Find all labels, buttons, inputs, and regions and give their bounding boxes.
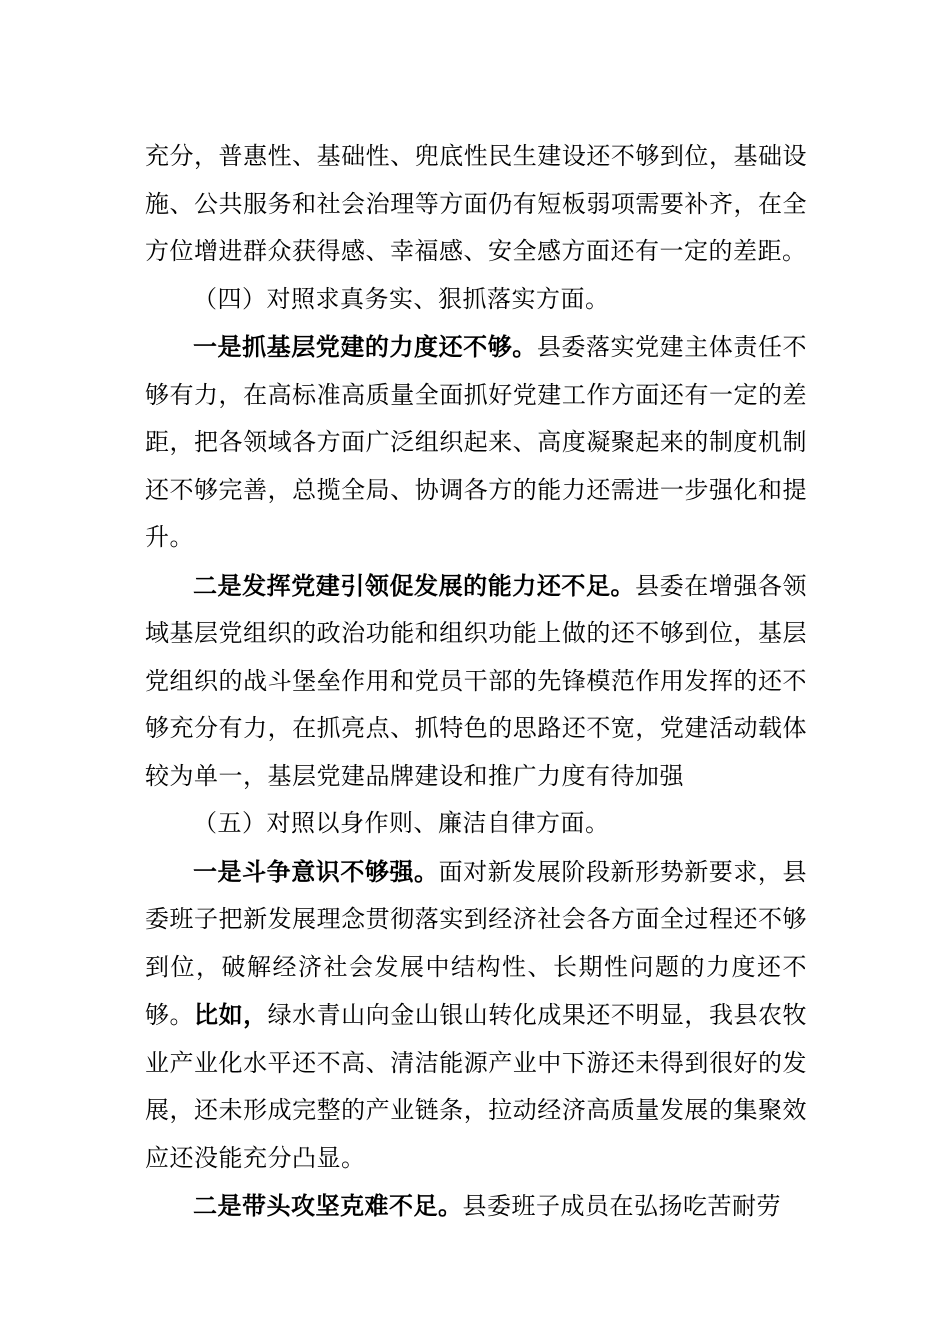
paragraph-lead: 一是抓基层党建的力度还不够。	[193, 332, 537, 361]
paragraph-text-example: 绿水青山向金山银山转化成果还不明显，我县农牧业产业化水平还不高、清洁能源产业中下游还未得到很好的发展，还未形成完整的产业链条，拉动经济高质量发展的集聚效应还没能充分凸显。	[145, 1001, 808, 1172]
example-marker: 比如，	[194, 1000, 268, 1029]
paragraph-livelihood-gap	[145, 133, 807, 276]
paragraph-lead: 二是带头攻坚克难不足。	[193, 1191, 463, 1220]
section-heading-4	[145, 276, 807, 324]
paragraph-lead: 一是斗争意识不够强。	[193, 856, 439, 886]
paragraph-struggle-awareness	[145, 848, 807, 1183]
document-body	[145, 133, 807, 1231]
paragraph-text: 县委落实党建主体责任不够有力，在高标准高质量全面抓好党建工作方面还有一定的差距，把各领域各方面广泛组织起来、高度凝聚起来的制度机制还不够完善，总揽全局、协调各方的能力还需进一步强化和提升。	[145, 333, 807, 551]
paragraph-party-building-strength	[145, 323, 807, 562]
section-heading-text: （四）对照求真务实、狠抓落实方面。	[193, 284, 610, 313]
paragraph-text: 县委班子成员在弘扬吃苦耐劳	[462, 1192, 781, 1220]
paragraph-text: 充分，普惠性、基础性、兜底性民生建设还不够到位，基础设施、公共服务和社会治理等方面仍有短板弱项需要补齐，在全方位增进群众获得感、幸福感、安全感方面还有一定的差距。	[145, 142, 807, 265]
section-heading-text: （五）对照以身作则、廉洁自律方面。	[193, 809, 610, 837]
section-heading-5	[145, 800, 807, 848]
paragraph-text: 县委在增强各领域基层党组织的政治功能和组织功能上做的还不够到位，基层党组织的战斗堡垒作用和党员干部的先锋模范作用发挥的还不够充分有力，在抓亮点、抓特色的思路还不宽，党建活动载体较为单一，基层党建品牌建设和推广力度有待加强	[145, 571, 807, 790]
paragraph-text: 面对新发展阶段新形势新要求，县委班子把新发展理念贯彻落实到经济社会各方面全过程还不够到位，破解经济社会发展中结构性、长期性问题的力度还不够。	[145, 857, 807, 1029]
paragraph-lead: 二是发挥党建引领促发展的能力还不足。	[193, 570, 636, 600]
paragraph-tackling-difficulties	[145, 1182, 807, 1231]
paragraph-party-leading-development	[145, 562, 807, 801]
